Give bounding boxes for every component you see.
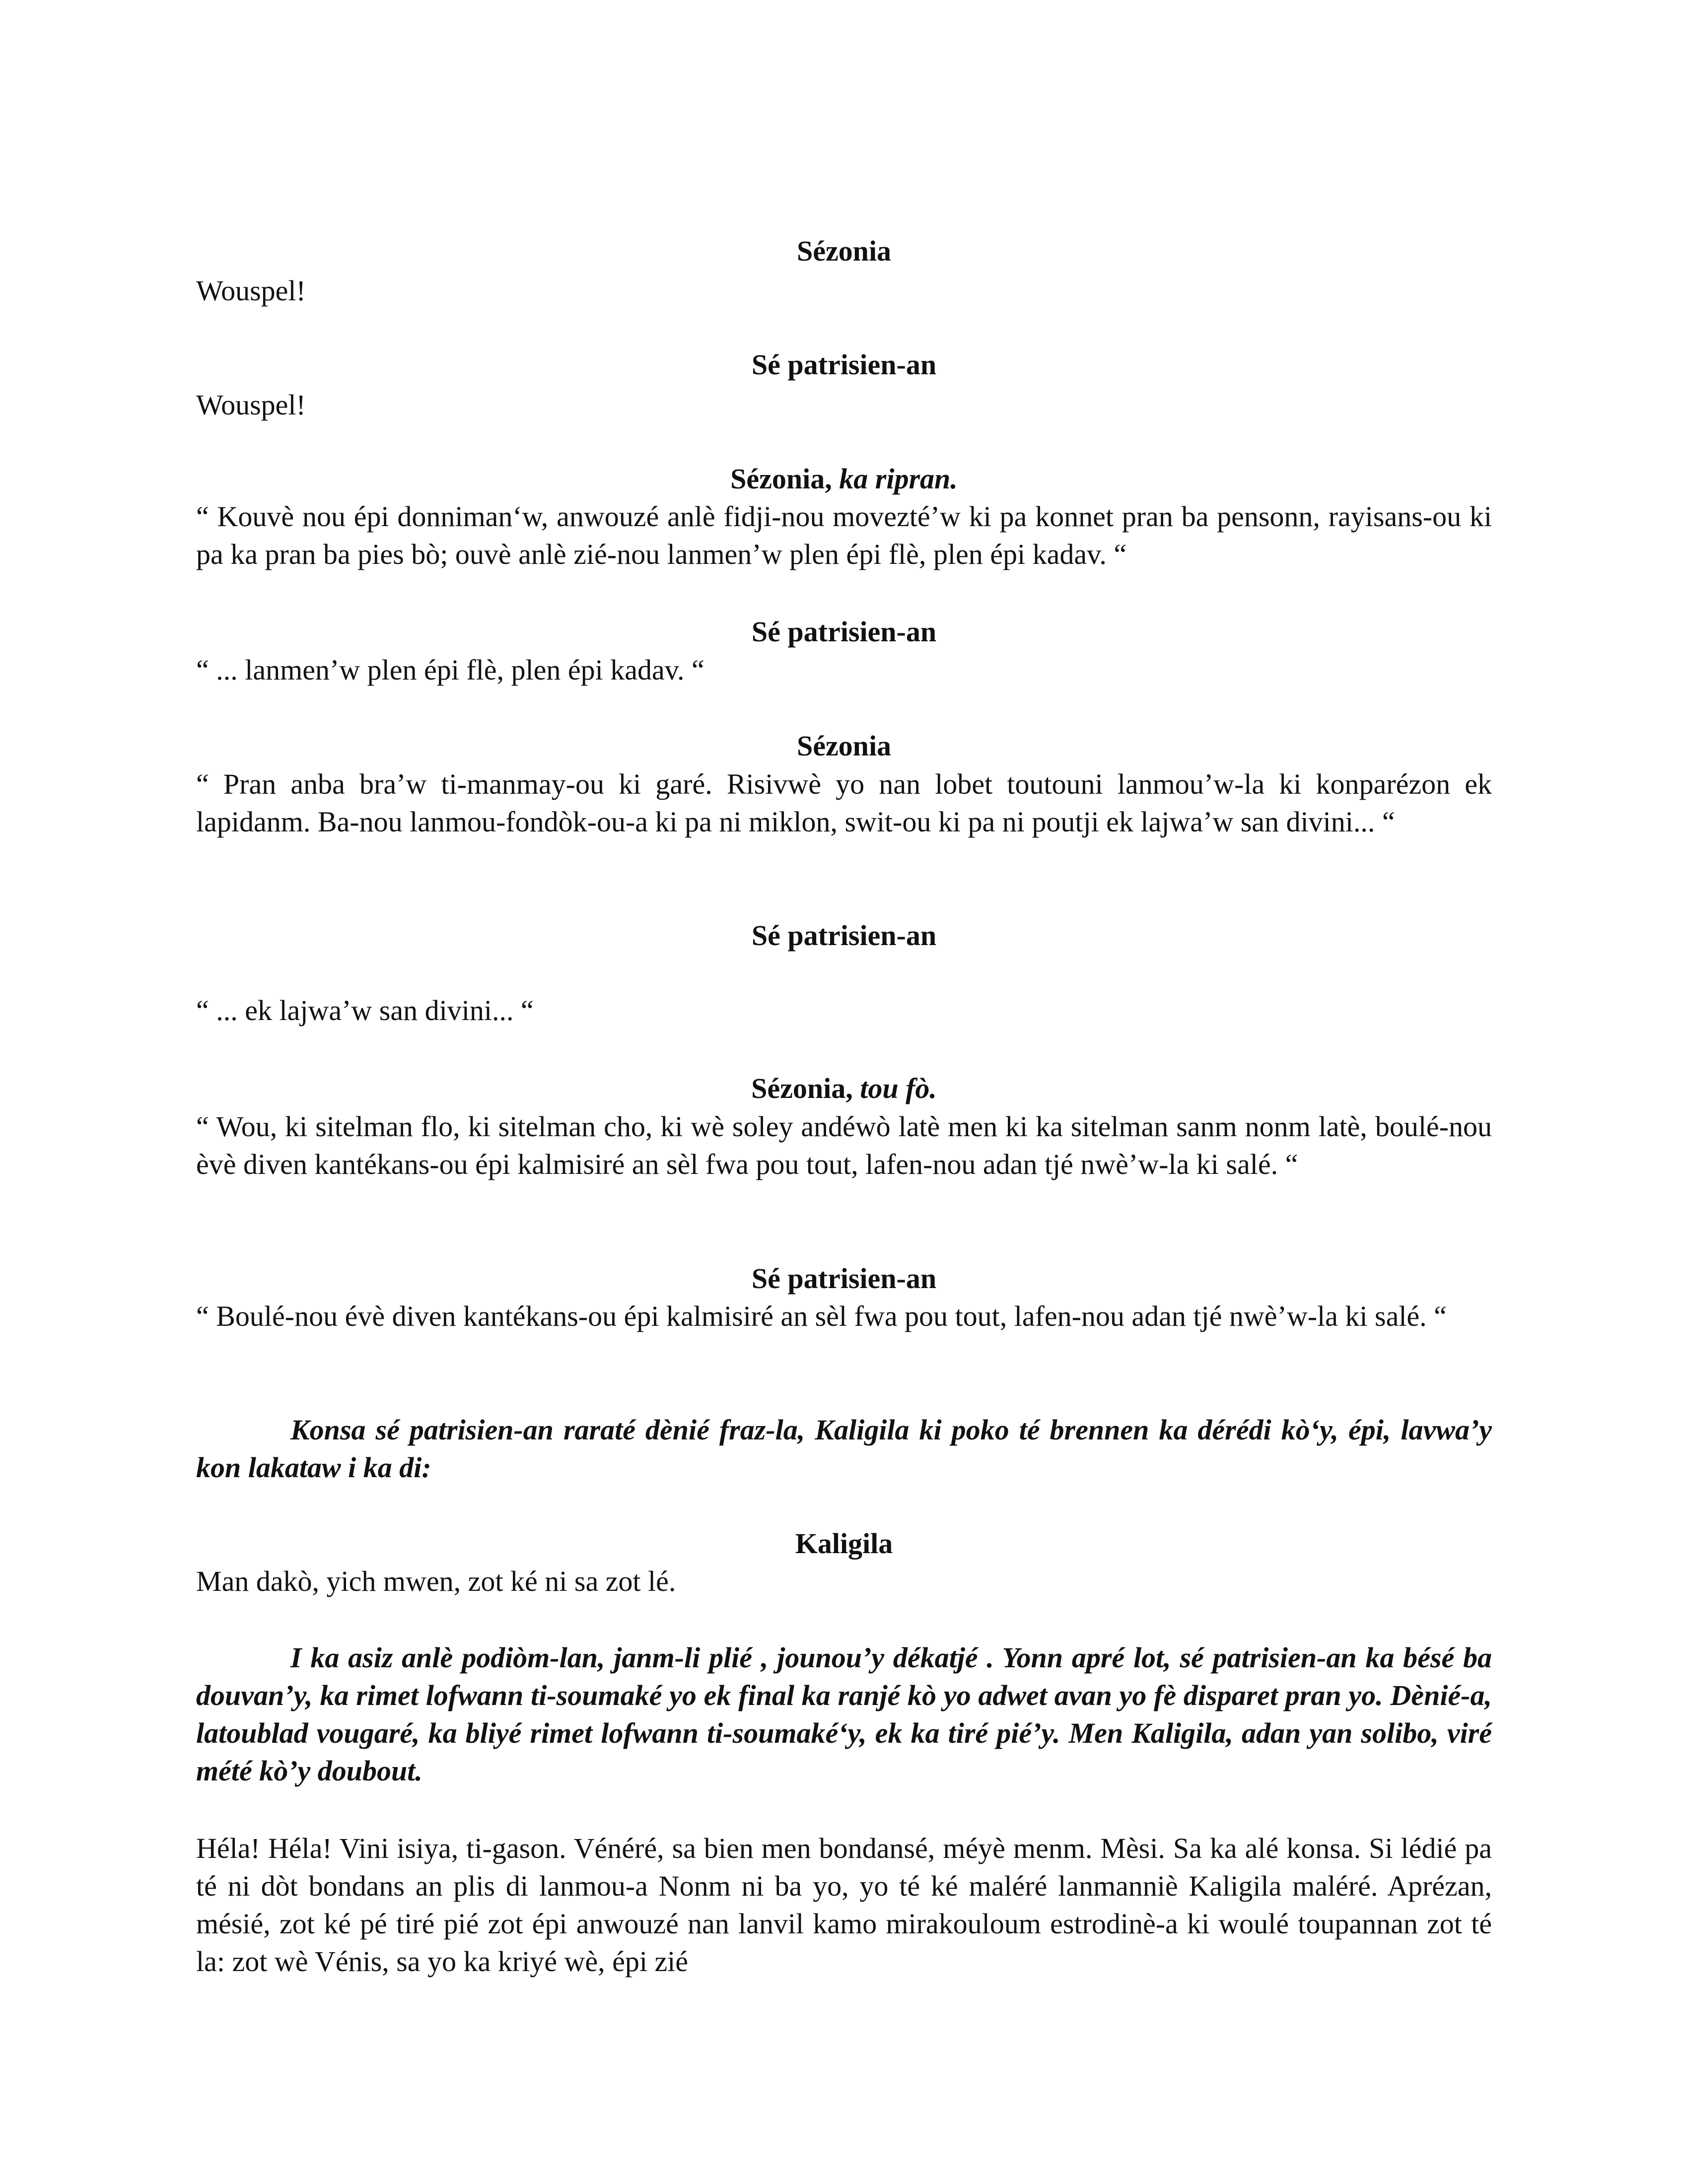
speaker-patricians: Sé patrisien-an: [751, 1262, 937, 1295]
speaker-patricians: Sé patrisien-an: [751, 348, 937, 381]
dialogue-line: Man dakò, yich mwen, zot ké ni sa zot lé.: [196, 1565, 676, 1597]
speaker-name: Sézonia,: [751, 1072, 853, 1104]
speaker-sezonia: Sézonia: [796, 730, 892, 762]
dialogue-line: Wouspel!: [196, 274, 306, 307]
dialogue-paragraph: “ Kouvè nou épi donniman‘w, anwouzé anlè fidji-nou movezté’w ki pa konnet pran ba pensonn, rayisans-ou ki pa ka pran ba pies bò; ouvè anlè zié-nou lanmen’w plen épi flè, plen épi kadav. “: [196, 500, 1492, 570]
stage-direction: ka ripran.: [839, 463, 958, 495]
dialogue-paragraph: “ Wou, ki sitelman flo, ki sitelman cho, ki wè soley andéwò latè men ki ka sitelman sanm nonm latè, boulé-nou èvè diven kantékans-ou épi kalmisiré an sèl fwa pou tout, lafen-nou adan tjé nwè’w-la ki salé. “: [196, 1110, 1492, 1180]
speaker-patricians: Sé patrisien-an: [751, 615, 937, 648]
dialogue-paragraph: “ Boulé-nou évè diven kantékans-ou épi kalmisiré an sèl fwa pou tout, lafen-nou adan tjé nwè’w-la ki salé. “: [196, 1300, 1447, 1332]
stage-direction-paragraph: Konsa sé patrisien-an raraté dènié fraz-la, Kaligila ki poko té brennen ka dérédi kò‘y, épi, lavwa’y kon lakataw i ka di:: [196, 1414, 1492, 1484]
dialogue-line: “ ... lanmen’w plen épi flè, plen épi kadav. “: [196, 654, 704, 686]
dialogue-paragraph: “ Pran anba bra’w ti-manmay-ou ki garé. Risivwè yo nan lobet toutouni lanmou’w-la ki konparézon ek lapidanm. Ba-nou lanmou-fondòk-ou-a ki pa ni miklon, swit-ou ki pa ni poutji ek lajwa’w san divini... “: [196, 768, 1492, 838]
stage-direction-paragraph: I ka asiz anlè podiòm-lan, janm-li plié , jounou’y dékatjé . Yonn apré lot, sé patrisien-an ka bésé ba douvan’y, ka rimet lofwann ti-soumaké yo ek final ka ranjé kò yo adwet avan yo fè disparet pran yo. Dènié-a, latoublad vougaré, ka bliyé rimet lofwann ti-soumaké‘y, ek ka tiré pié’y. Men Kaligila, adan yan solibo, viré mété kò’y doubout.: [196, 1641, 1492, 1787]
stage-direction: tou fò.: [860, 1072, 937, 1104]
dialogue-paragraph: Héla! Héla! Vini isiya, ti-gason. Vénéré, sa bien men bondansé, méyè menm. Mèsi. Sa ka alé konsa. Si lédié pa té ni dòt bondans an plis di lanmou-a Nonm ni ba yo, yo té ké maléré lanmanniè Kaligila maléré. Aprézan, mésié, zot ké pé tiré pié zot épi anwouzé nan lanvil kamo mirakouloum estrodinè-a ki woulé toupannan zot té la: zot wè Vénis, sa yo ka kriyé wè, épi zié: [196, 1832, 1492, 1978]
speaker-sezonia: Sézonia: [796, 235, 892, 267]
speaker-sezonia-direction: [196, 1070, 1492, 1107]
speaker-patricians: Sé patrisien-an: [751, 919, 937, 952]
dialogue-line: Wouspel!: [196, 389, 306, 421]
speaker-kaligila: Kaligila: [795, 1527, 893, 1560]
speaker-sezonia-direction: [196, 460, 1492, 498]
dialogue-line: “ ... ek lajwa’w san divini... “: [196, 994, 534, 1026]
speaker-name: Sézonia,: [730, 463, 832, 495]
